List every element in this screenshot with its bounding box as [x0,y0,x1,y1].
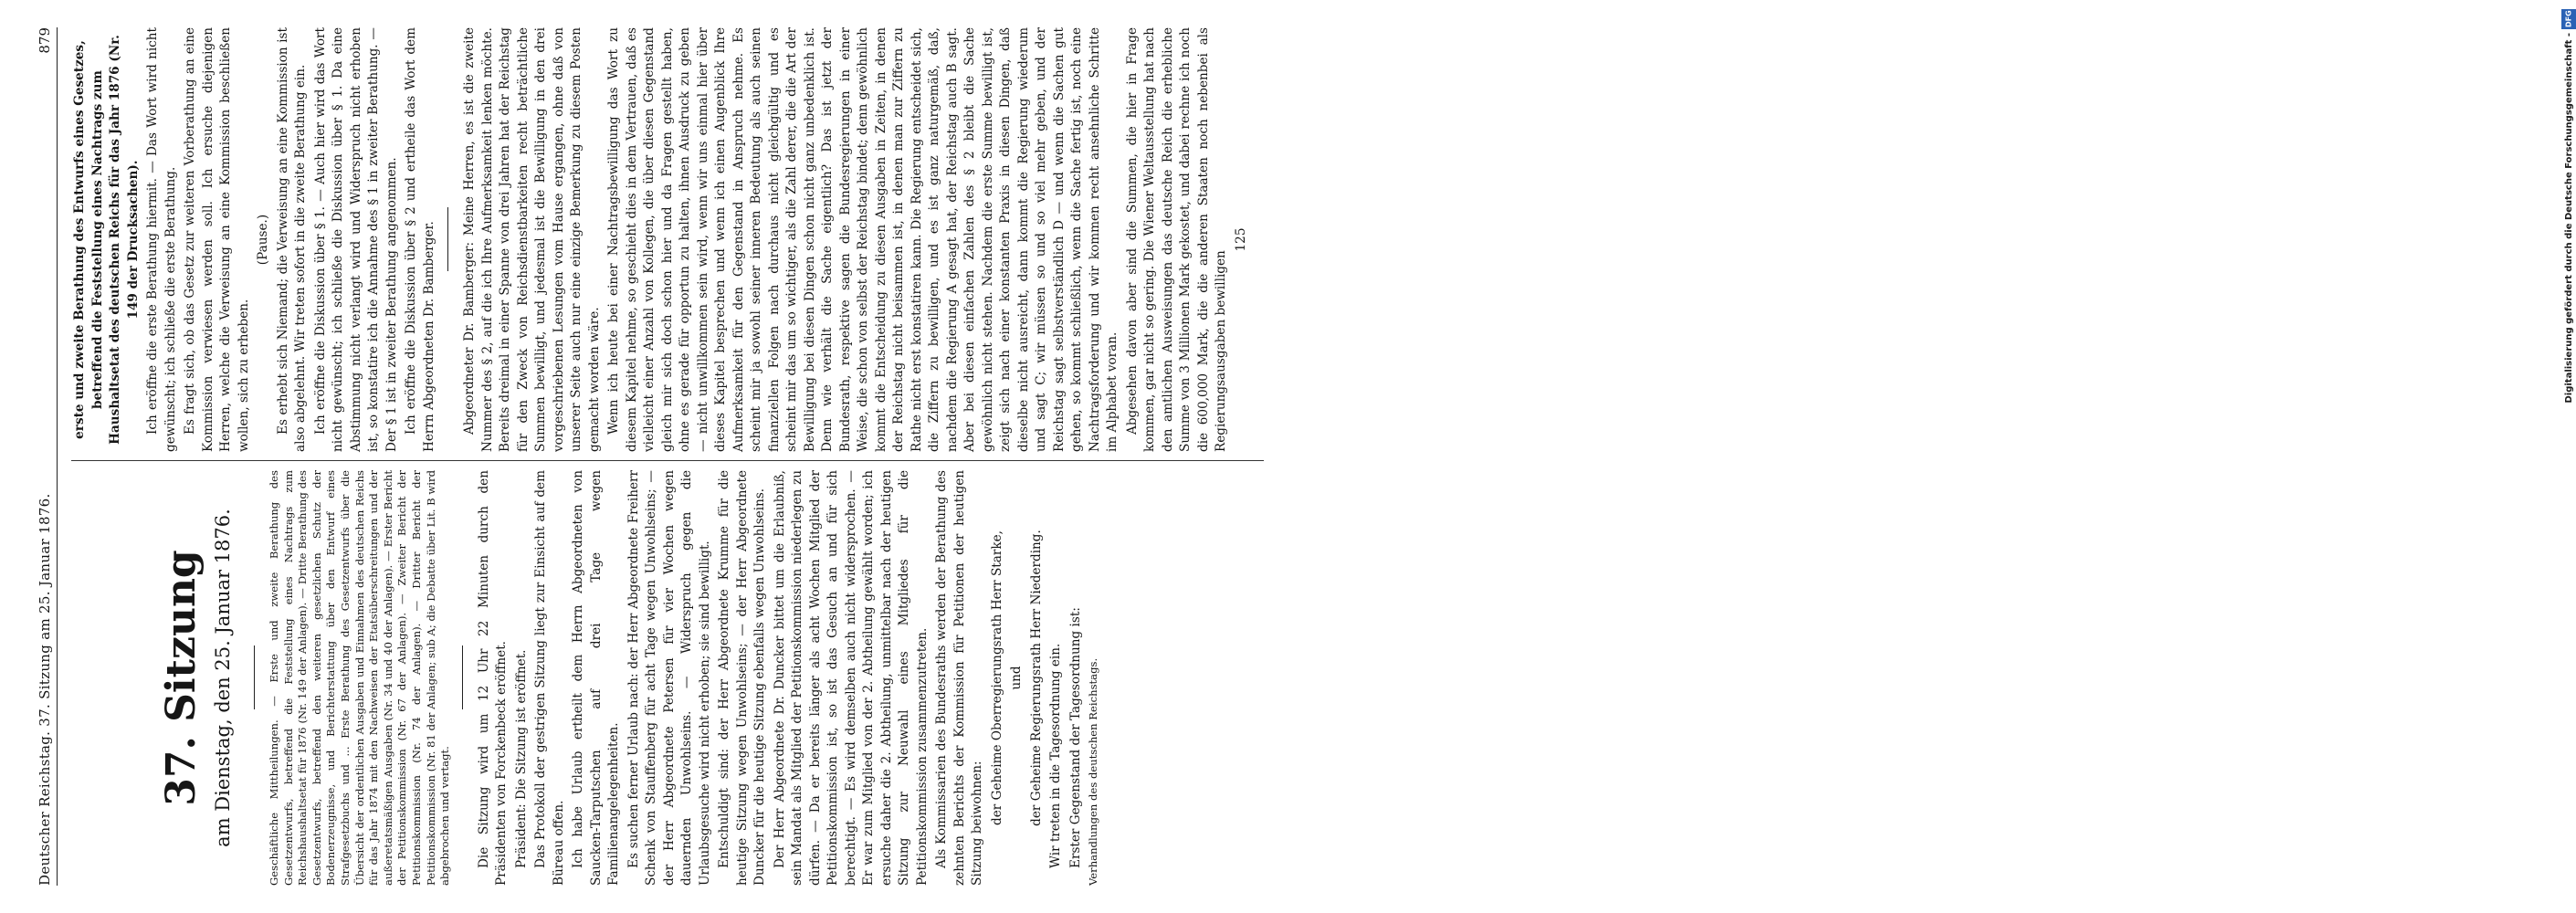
running-header: Deutscher Reichstag. 37. Sitzung am 25. Januar 1876. [37,493,53,886]
agenda-item-title: erste und zweite Berathung des Entwurfs eines Gesetzes, betreffend die Feststellung eines Nachtrags zum Haushaltsetat des deutschen Reichs für das Jahr 1876 (Nr. 149 der Drucksachen). [72,35,141,445]
paragraph: Erster Gegenstand der Tagesordnung ist: [1067,607,1083,868]
opening-paragraph: Die Sitzung wird um 12 Uhr 22 Minuten durch den Präsidenten von Forckenbeck eröffnet. [476,470,510,886]
page-header [37,27,60,886]
right-column [71,27,1264,452]
paragraph: Das Protokoll der gestrigen Sitzung liegt zur Einsicht auf dem Büreau offen. [533,470,566,886]
divider [447,208,448,272]
dfg-logo: DFG [2561,9,2576,29]
paragraph: Wir treten in die Tagesordnung ein. [1048,643,1064,868]
speech-paragraph: Wenn ich heute bei einer Nachtragsbewilligung das Wort zu diesem Kapitel nehme, so geschieht dies in dem Vertrauen, daß es vielleicht einer Anzahl von Kollegen, die über diesen Gegenstand gleich mir sich doch schon hier und da Fragen gestellt haben, ohne es gerade für opportun zu halten, ihnen Ausdruck zu geben — nicht unwillkommen sein wird, wenn wir uns einmal hier über dieses Kapitel besprechen und wenn ich einen Augenblick Ihre Aufmerksamkeit für den Gegenstand in Anspruch nehme. Es scheint mir ja sowohl seiner inneren Bedeutung als auch seinen finanziellen Folgen nach durchaus nicht gleichgültig und es scheint mir das um so wichtiger, als die Zahl derer, die die Art der Bewilligung bei diesen Dingen schon nicht ganz unbedenklich ist. Denn wie verhält die Sache eigentlich? Das ist jetzt der Bundesrath, respektive sagen die Bundesregierungen in einer Weise, die schon von selbst der Reichstag bindet; denn gewöhnlich kommt die Entscheidung zu diesen Ausgaben in Zeiten, in denen der Reichstag nicht beisammen ist, in denen man zur Ziffern zu Rathe nicht erst konstatiren kann. Die Regierung entscheidet sich, die Ziffern zu bewilligen, und es ist ganz naturgemäß, daß, nachdem die Regierung A gesagt hat, der Reichstag auch B sagt. Aber bei diesen einfachen Zahlen des § 2 bleibt die Sache gewöhnlich nicht stehen. Nachdem die erste Summe bewilligt ist, zeigt sich nach einer konstanten Praxis in diesen Dingen, daß dieselbe nicht ausreicht, dann kommt die Regierung wiederum und sagt C; wir müssen so und so viel mehr geben, und der Reichstag sagt selbstverständlich D — und wenn die Sachen gut gehen, so kommt schließlich, wenn die Sache fertig ist, noch eine Nachtragsforderung und wir kommen recht ansehnliche Schritte im Alphabet voran. [606,27,1120,452]
divider [462,646,463,710]
paragraph: Es suchen ferner Urlaub nach: der Herr Abgeordnete Freiherr Schenk von Stauffenberg für acht Tage wegen Unwohlseins; — der Herr Abgeordnete Petersen für vier Wochen wegen dauernden Unwohlseins. — Widerspruch gegen die Urlaubsgesuche wird nicht erhoben; sie sind bewilligt. [626,470,712,886]
paragraph: und [1009,666,1025,690]
dfg-credit: Digitalisierung gefördert durch die Deutsche Forschungsgemeinschaft - [2564,33,2574,404]
speech-paragraph: Abgeordneter Dr. Bamberger: Meine Herren, es ist die zweite Nummer des § 2, auf die ich Ihre Aufmerksamkeit lenken möchte. Bereits dreimal in einer Spanne von drei Jahren hat der Reichstag für den Zweck von Reichsdienstbarkeiten recht beträchtliche Summen bewilligt, und jedesmal ist die Bewilligung in den drei vorgeschriebenen Lesungen vom Hause ergangen, ohne daß von unserer Seite auch nur eine einzige Bemerkung zu diesem Posten gemacht worden wäre. [462,27,602,452]
divider [254,646,255,710]
stage-direction: (Pause.) [256,214,270,266]
left-column [71,470,1264,886]
session-title: 37. Sitzung [158,550,205,806]
session-summary: Geschäftliche Mittheilungen. — Erste und zweite Berathung des Gesetzentwurfs, betreffend die Feststellung eines Nachtrags zum Reichshaushaltsetat für 1876 (Nr. 149 der Anlagen). — Dritte Berathung des Gesetzentwurfs, betreffend den weiteren gesetzlichen Schutz der Bodenerzeugnisse, und Berichterstattung über den Entwurf eines Strafgesetzbuchs und ... Erste Berathung des Gesetzentwurfs über die Übersicht der ordentlichen Ausgaben und Einnahmen des deutschen Reichs für das Jahr 1874 mit den Nachweisen der Etatsüberschreitungen und der außeretatsmäßigen Ausgaben (Nr. 34 und 40 der Anlagen). — Erster Bericht der Petitionskommission (Nr. 67 der Anlagen). — Zweiter Bericht der Petitionskommission (Nr. 74 der Anlagen). — Dritter Bericht der Petitionskommission (Nr. 81 der Anlagen; sub A; die Debatte über Lit. B wird abgebrochen und vertagt. [268,470,452,886]
speech-paragraph: Abgesehen davon aber sind die Summen, die hier in Frage kommen, gar nicht so gering. Die Wiener Weltausstellung hat nach den amtlichen Ausweisungen das deutsche Reich die erhebliche Summe von 3 Millionen Mark gekostet, und dabei rechne ich noch die 600,000 Mark, die die anderen Staaten noch nebenbei als Regierungsausgaben bewilligen [1124,27,1228,452]
paragraph: Entschuldigt sind: der Herr Abgeordnete Krumme für die heutige Sitzung wegen Unwohlseins; — der Herr Abgeordnete Duncker für die heutige Sitzung ebenfalls wegen Unwohlseins. [717,470,768,886]
dfg-stamp [1278,0,2574,913]
paragraph: Der Herr Abgeordnete Dr. Duncker bittet um die Erlaubniß, sein Mandat als Mitglied der Petitionskommission niederlegen zu dürfen. — Da er bereits länger als acht Wochen Mitglied der Petitionskommission ist, so ist das Gesuch an und für sich berechtigt. — Es wird demselben auch nicht widersprochen. — Er war zum Mitglied von der 2. Abtheilung gewählt worden; ich ersuche daher die 2. Abtheilung, unmittelbar nach der heutigen Sitzung zur Neuwahl eines Mitgliedes für die Petitionskommission zusammenzutreten. [772,470,930,886]
column-rule [71,460,1264,461]
paragraph: Präsident: Die Sitzung ist eröffnet. [513,649,529,868]
paragraph: Ich eröffne die Diskussion über § 1. — Auch hier wird das Wort nicht gewünscht; ich schließe die Diskussion über § 1. Da eine Abstimmung nicht verlangt wird und Widerspruch nicht erhoben ist, so konstatire ich die Annahme des § 1 in zweiter Berathung. — Der § 1 ist in zweiter Berathung angenommen. [312,27,399,452]
page-number: 879 [37,27,53,54]
sheet-number: 125 [1233,227,1248,252]
paragraph: Als Kommissarien des Bundesraths werden der Berathung des zehnten Berichts der Kommission für Petitionen der heutigen Sitzung beiwohnen: [934,470,985,886]
header-rule [57,27,58,886]
paragraph: Ich eröffne die Diskussion über § 2 und ertheile das Wort dem Herrn Abgeordneten Dr. Bamberger. [404,27,436,452]
paragraph: Es erhebt sich Niemand; die Verweisung an eine Kommission ist also abgelehnt. Wir treten sofort in die zweite Berathung ein. [275,27,308,452]
paragraph: Ich eröffne die erste Berathung hiermit. — Das Wort wird nicht gewünscht; ich schließe die erste Berathung. [145,27,178,452]
scanned-page [13,9,1291,904]
page-footer: Verhandlungen des deutschen Reichstags. [1087,657,1100,886]
paragraph: Es fragt sich, ob das Gesetz zur weiteren Vorberathung an eine Kommission verwiesen werden soll. Ich ersuche diejenigen Herren, welche die Verweisung an eine Kommission beschließen wollen, sich zu erheben. [183,27,251,452]
paragraph: der Geheime Regierungsrath Herr Niederding. [1028,530,1044,826]
session-date: am Dienstag, den 25. Januar 1876. [212,509,234,847]
paragraph: der Geheime Oberregierungsrath Herr Starke, [989,530,1004,825]
paragraph: Ich habe Urlaub ertheilt dem Herrn Abgeordneten von Saucken-Tarputschen auf drei Tage wegen Familienangelegenheiten. [571,470,622,886]
